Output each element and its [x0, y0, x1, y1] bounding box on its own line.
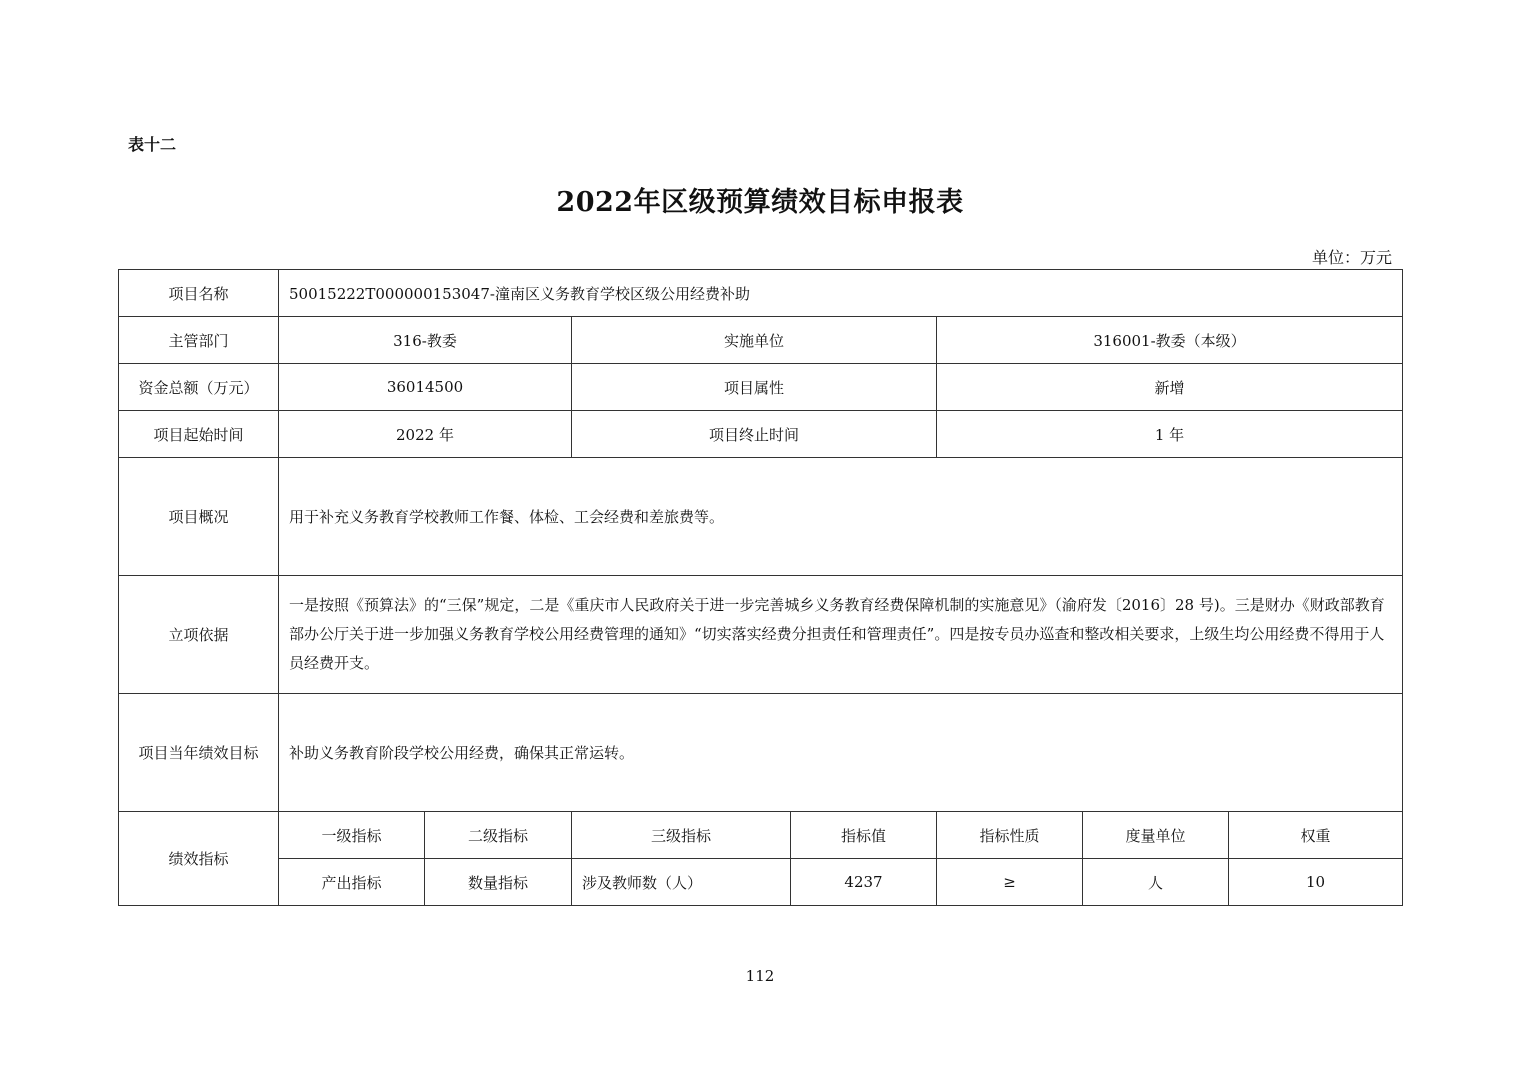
implementing-unit-label: 实施单位 — [572, 317, 937, 364]
indicator-header-row — [119, 812, 1403, 859]
budget-performance-table — [118, 269, 1403, 906]
implementing-unit-value: 316001-教委（本级） — [937, 317, 1403, 364]
indicator-header: 三级指标 — [572, 812, 791, 859]
goal-value: 补助义务教育阶段学校公用经费，确保其正常运转。 — [279, 694, 1403, 812]
basis-row — [119, 576, 1403, 694]
department-row — [119, 317, 1403, 364]
total-funds-label: 资金总额（万元） — [119, 364, 279, 411]
overview-value: 用于补充义务教育学校教师工作餐、体检、工会经费和差旅费等。 — [279, 458, 1403, 576]
indicators-label: 绩效指标 — [119, 812, 279, 906]
overview-label: 项目概况 — [119, 458, 279, 576]
indicator-header: 一级指标 — [279, 812, 425, 859]
project-name-label: 项目名称 — [119, 270, 279, 317]
indicator-header: 二级指标 — [425, 812, 572, 859]
department-label: 主管部门 — [119, 317, 279, 364]
department-value: 316-教委 — [279, 317, 572, 364]
project-name-value: 50015222T000000153047-潼南区义务教育学校区级公用经费补助 — [279, 270, 1403, 317]
indicator-header: 权重 — [1229, 812, 1403, 859]
start-time-label: 项目起始时间 — [119, 411, 279, 458]
project-attribute-label: 项目属性 — [572, 364, 937, 411]
indicator-header: 指标值 — [791, 812, 937, 859]
period-row — [119, 411, 1403, 458]
indicator-row — [119, 859, 1403, 906]
end-time-value: 1 年 — [937, 411, 1403, 458]
page-number: 112 — [745, 967, 775, 985]
unit-label: 单位：万元 — [1311, 248, 1392, 267]
goal-label: 项目当年绩效目标 — [119, 694, 279, 812]
indicator-cell: ≥ — [937, 859, 1083, 906]
overview-row — [119, 458, 1403, 576]
indicator-cell: 10 — [1229, 859, 1403, 906]
basis-value: 一是按照《预算法》的“三保”规定，二是《重庆市人民政府关于进一步完善城乡义务教育经费保障机制的实施意见》（渝府发〔2016〕28 号)。三是财办《财政部教育部办公厅关于进一步加强义务教育学校公用经费管理的通知》“切实落实经费分担责任和管理责任”。四是按专员办巡查和整改相关要求，上级生均公用经费不得用于人员经费开支。 — [279, 576, 1403, 694]
funds-row — [119, 364, 1403, 411]
project-name-row — [119, 270, 1403, 317]
basis-label: 立项依据 — [119, 576, 279, 694]
indicator-header: 指标性质 — [937, 812, 1083, 859]
indicator-cell: 产出指标 — [279, 859, 425, 906]
document-title: 2022年区级预算绩效目标申报表 — [556, 187, 964, 218]
indicator-cell: 人 — [1083, 859, 1229, 906]
project-attribute-value: 新增 — [937, 364, 1403, 411]
table-label: 表十二 — [128, 135, 177, 154]
indicator-cell: 涉及教师数（人） — [572, 859, 791, 906]
indicator-header: 度量单位 — [1083, 812, 1229, 859]
indicator-cell: 4237 — [791, 859, 937, 906]
indicator-cell: 数量指标 — [425, 859, 572, 906]
start-time-value: 2022 年 — [279, 411, 572, 458]
end-time-label: 项目终止时间 — [572, 411, 937, 458]
total-funds-value: 36014500 — [279, 364, 572, 411]
goal-row — [119, 694, 1403, 812]
